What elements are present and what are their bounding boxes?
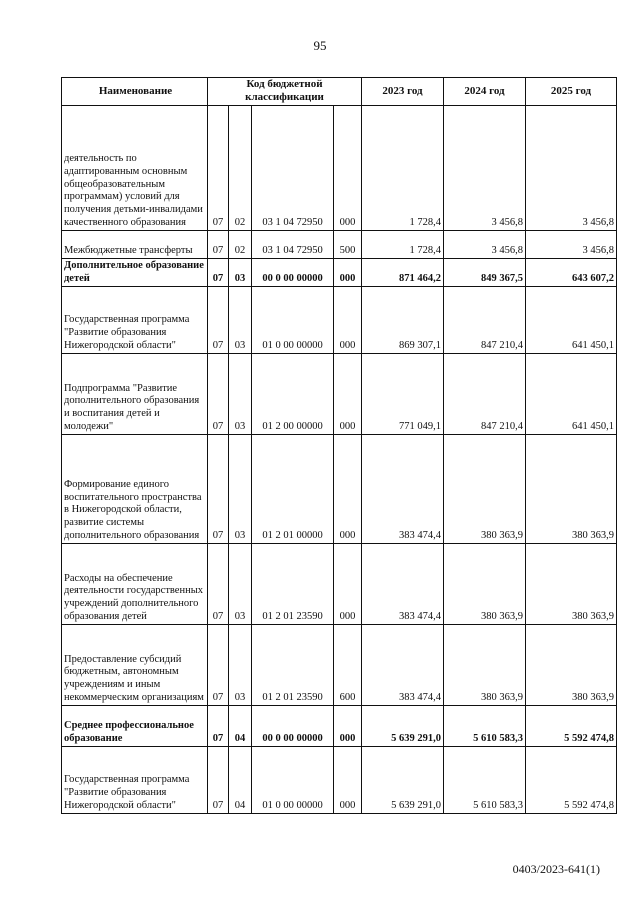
row-name: деятельность по адаптированным основным общеобразовательным программам) условий для получения детьми-инвалидами качественного образования <box>62 105 208 230</box>
table-row <box>62 286 617 353</box>
table-header-row <box>62 78 617 106</box>
row-name: Подпрограмма "Развитие дополнительного образования и воспитания детей и молодежи" <box>62 353 208 434</box>
value-2024: 380 363,9 <box>444 543 526 624</box>
value-2025: 641 450,1 <box>526 286 617 353</box>
value-2024: 847 210,4 <box>444 353 526 434</box>
value-2024: 849 367,5 <box>444 258 526 286</box>
code-expense-type: 000 <box>334 105 362 230</box>
table-row <box>62 105 617 230</box>
code-subsection: 03 <box>229 258 252 286</box>
code-target: 00 0 00 00000 <box>252 258 334 286</box>
table-row <box>62 434 617 543</box>
value-2025: 380 363,9 <box>526 624 617 705</box>
table-row <box>62 624 617 705</box>
value-2024: 3 456,8 <box>444 105 526 230</box>
row-name: Расходы на обеспечение деятельности государственных учреждений дополнительного образования детей <box>62 543 208 624</box>
code-expense-type: 000 <box>334 543 362 624</box>
header-2024: 2024 год <box>444 78 526 106</box>
value-2025: 641 450,1 <box>526 353 617 434</box>
code-subsection: 03 <box>229 286 252 353</box>
value-2023: 5 639 291,0 <box>362 705 444 746</box>
row-name: Среднее профессиональное образование <box>62 705 208 746</box>
code-target: 01 2 01 23590 <box>252 624 334 705</box>
row-name: Дополнительное образование детей <box>62 258 208 286</box>
code-section: 07 <box>208 258 229 286</box>
code-subsection: 02 <box>229 105 252 230</box>
value-2025: 380 363,9 <box>526 543 617 624</box>
table-row <box>62 705 617 746</box>
value-2024: 3 456,8 <box>444 230 526 258</box>
value-2025: 5 592 474,8 <box>526 746 617 813</box>
value-2024: 380 363,9 <box>444 434 526 543</box>
value-2025: 3 456,8 <box>526 105 617 230</box>
header-2023: 2023 год <box>362 78 444 106</box>
code-subsection: 03 <box>229 353 252 434</box>
value-2025: 380 363,9 <box>526 434 617 543</box>
value-2023: 871 464,2 <box>362 258 444 286</box>
code-section: 07 <box>208 434 229 543</box>
code-subsection: 04 <box>229 746 252 813</box>
value-2023: 5 639 291,0 <box>362 746 444 813</box>
value-2023: 869 307,1 <box>362 286 444 353</box>
code-subsection: 03 <box>229 624 252 705</box>
code-section: 07 <box>208 746 229 813</box>
code-expense-type: 500 <box>334 230 362 258</box>
value-2025: 5 592 474,8 <box>526 705 617 746</box>
header-2025: 2025 год <box>526 78 617 106</box>
budget-table <box>61 77 617 814</box>
code-target: 03 1 04 72950 <box>252 105 334 230</box>
code-target: 01 2 01 23590 <box>252 543 334 624</box>
code-expense-type: 000 <box>334 434 362 543</box>
value-2024: 380 363,9 <box>444 624 526 705</box>
value-2025: 3 456,8 <box>526 230 617 258</box>
value-2023: 1 728,4 <box>362 105 444 230</box>
value-2024: 5 610 583,3 <box>444 705 526 746</box>
code-section: 07 <box>208 105 229 230</box>
row-name: Государственная программа "Развитие образования Нижегородской области" <box>62 286 208 353</box>
code-expense-type: 000 <box>334 746 362 813</box>
code-target: 01 2 01 00000 <box>252 434 334 543</box>
code-target: 03 1 04 72950 <box>252 230 334 258</box>
code-section: 07 <box>208 286 229 353</box>
row-name: Формирование единого воспитательного пространства в Нижегородской области, развитие системы дополнительного образования <box>62 434 208 543</box>
code-target: 01 0 00 00000 <box>252 286 334 353</box>
value-2023: 1 728,4 <box>362 230 444 258</box>
code-expense-type: 600 <box>334 624 362 705</box>
value-2024: 847 210,4 <box>444 286 526 353</box>
header-name: Наименование <box>62 78 208 106</box>
code-section: 07 <box>208 705 229 746</box>
code-expense-type: 000 <box>334 353 362 434</box>
table-row <box>62 543 617 624</box>
code-section: 07 <box>208 543 229 624</box>
code-expense-type: 000 <box>334 258 362 286</box>
code-expense-type: 000 <box>334 705 362 746</box>
table-row <box>62 353 617 434</box>
code-subsection: 04 <box>229 705 252 746</box>
value-2024: 5 610 583,3 <box>444 746 526 813</box>
code-expense-type: 000 <box>334 286 362 353</box>
value-2023: 383 474,4 <box>362 543 444 624</box>
value-2023: 383 474,4 <box>362 434 444 543</box>
code-subsection: 03 <box>229 543 252 624</box>
table-row <box>62 746 617 813</box>
table-row <box>62 230 617 258</box>
code-section: 07 <box>208 230 229 258</box>
value-2025: 643 607,2 <box>526 258 617 286</box>
value-2023: 771 049,1 <box>362 353 444 434</box>
code-subsection: 03 <box>229 434 252 543</box>
document-code: 0403/2023-641(1) <box>512 862 600 876</box>
code-section: 07 <box>208 624 229 705</box>
row-name: Государственная программа "Развитие образования Нижегородской области" <box>62 746 208 813</box>
value-2023: 383 474,4 <box>362 624 444 705</box>
code-target: 01 0 00 00000 <box>252 746 334 813</box>
page-number: 95 <box>313 38 327 53</box>
table-row <box>62 258 617 286</box>
code-section: 07 <box>208 353 229 434</box>
header-code: Код бюджетной классификации <box>208 78 362 106</box>
code-subsection: 02 <box>229 230 252 258</box>
row-name: Межбюджетные трансферты <box>62 230 208 258</box>
code-target: 01 2 00 00000 <box>252 353 334 434</box>
code-target: 00 0 00 00000 <box>252 705 334 746</box>
row-name: Предоставление субсидий бюджетным, автономным учреждениям и иным некоммерческим организациям <box>62 624 208 705</box>
